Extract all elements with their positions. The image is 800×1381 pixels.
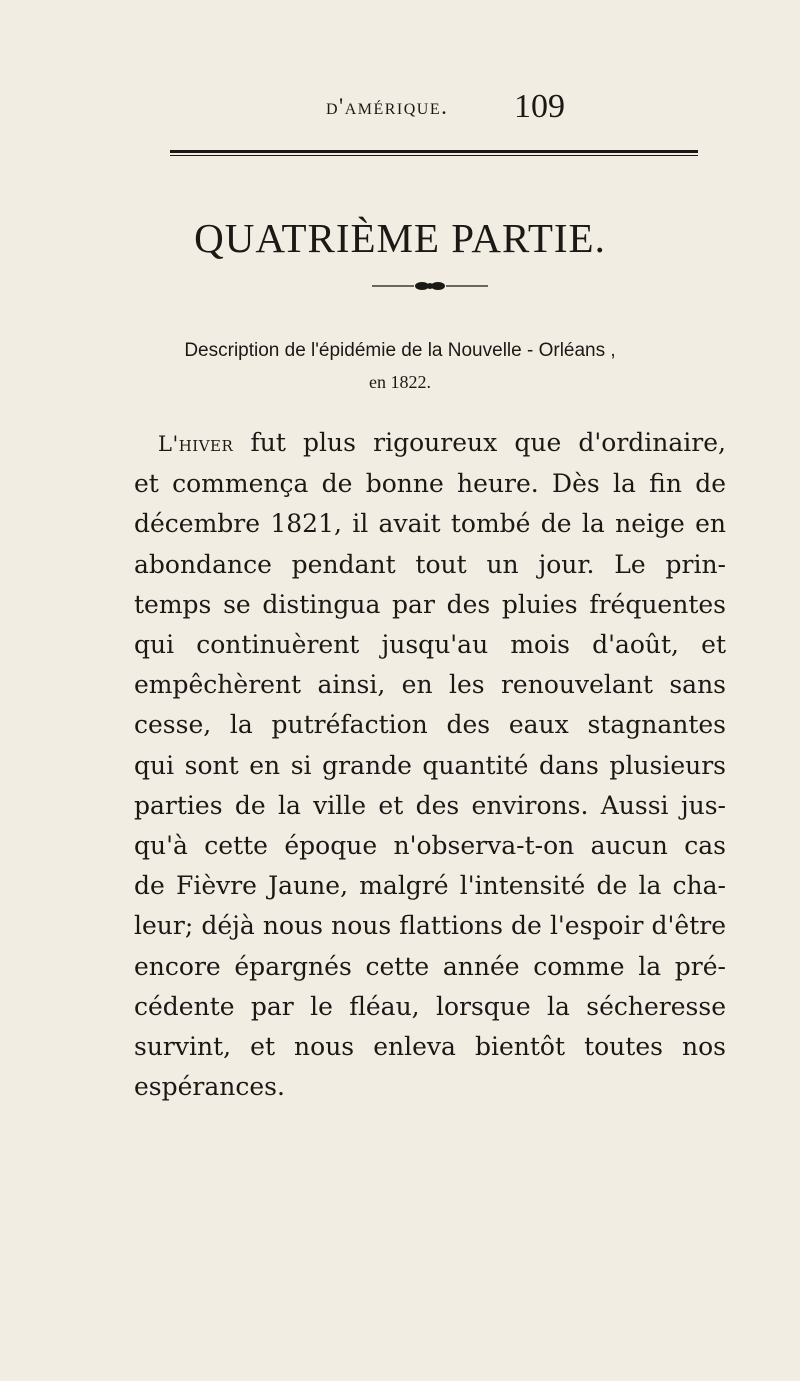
body-line: abondance pendant tout un jour. Le prin- (134, 549, 726, 579)
body-line: temps se distingua par des pluies fréquentes (134, 589, 726, 619)
header-rule-thin (170, 155, 698, 156)
running-title: d'amérique. (326, 94, 449, 119)
body-line: espérances. (134, 1072, 285, 1102)
body-line: qu'à cette époque n'observa-t-on aucun cas (134, 831, 726, 861)
body-line: qui sont en si grande quantité dans plusieurs (134, 750, 726, 780)
page-number: 109 (514, 88, 565, 125)
running-head (0, 88, 800, 128)
body-paragraph (134, 423, 726, 1107)
subtitle-line-2: en 1822. (369, 372, 431, 392)
body-line: parties de la ville et des environs. Aussi jus- (134, 790, 726, 820)
body-line (134, 423, 726, 464)
ornament-divider (372, 279, 488, 293)
part-title: QUATRIÈME PARTIE. (194, 215, 606, 261)
body-line-text: fut plus rigoureux que d'ordinaire, (250, 428, 726, 457)
body-line: encore épargnés cette année comme la pré- (134, 951, 726, 981)
opening-word: L'hiver (158, 432, 234, 456)
header-rule (170, 150, 698, 153)
body-line: qui continuèrent jusqu'au mois d'août, et (134, 630, 726, 660)
body-line: survint, et nous enleva bientôt toutes nos (134, 1032, 726, 1062)
body-line: de Fièvre Jaune, malgré l'intensité de la cha- (134, 871, 726, 901)
body-line: décembre 1821, il avait tombé de la neige en (134, 509, 726, 539)
body-line: cédente par le fléau, lorsque la sécheresse (134, 991, 726, 1021)
body-line: leur; déjà nous nous flattions de l'espoir d'être (134, 911, 726, 941)
body-line: et commença de bonne heure. Dès la fin de (134, 469, 726, 499)
subtitle-line-1: Description de l'épidémie de la Nouvelle - Orléans , (184, 340, 616, 361)
body-line: empêchèrent ainsi, en les renouvelant sans (134, 670, 726, 700)
body-line: cesse, la putréfaction des eaux stagnantes (134, 710, 726, 740)
